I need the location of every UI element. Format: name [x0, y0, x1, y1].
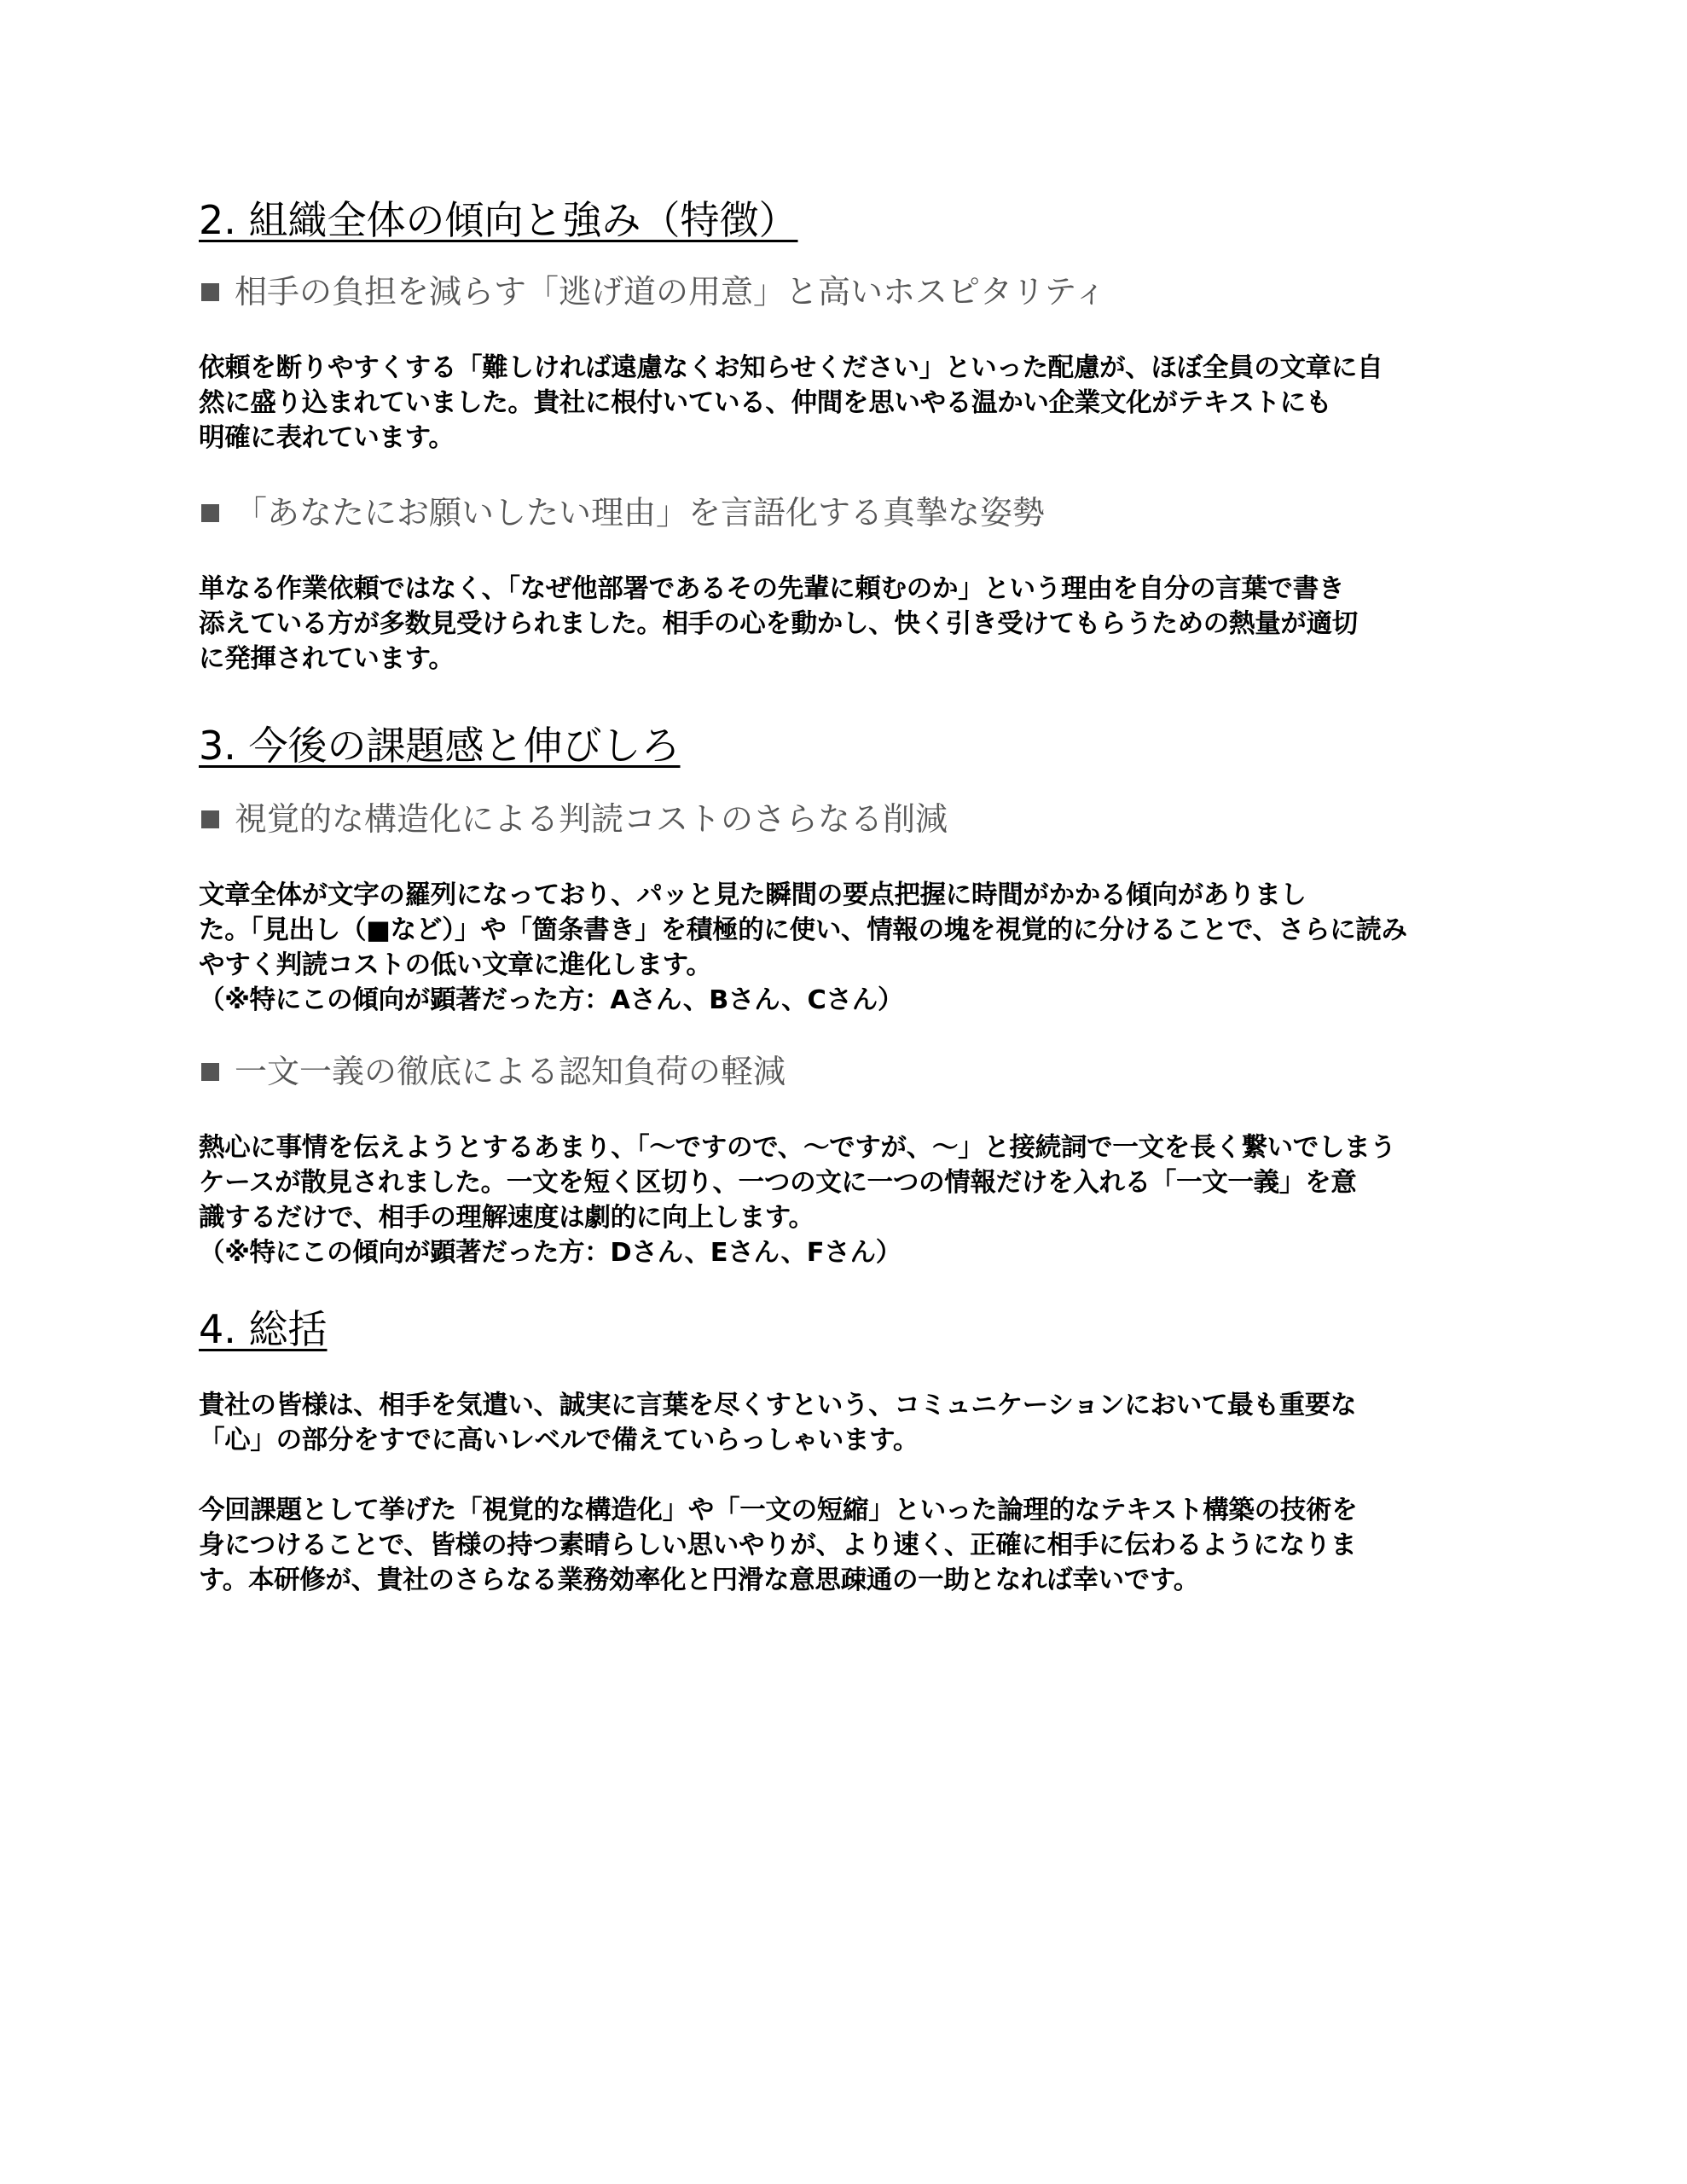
- paragraph: [199, 1388, 1495, 1458]
- paragraph-line: （※特にこの傾向が顕著だった方：Dさん、Eさん、Fさん）: [199, 1238, 901, 1268]
- section-heading: 2. 組織全体の傾向と強み（特徴）: [199, 197, 798, 243]
- section-heading: 4. 総括: [199, 1306, 328, 1352]
- square-bullet-icon: [201, 283, 219, 301]
- paragraph: [199, 1493, 1495, 1598]
- paragraph-line: 貴社の皆様は、相手を気遣い、誠実に言葉を尽くすという、コミュニケーションにおいて最も重要な: [199, 1391, 1357, 1420]
- square-bullet-icon: [201, 504, 219, 522]
- paragraph-line: 熱心に事情を伝えようとするあまり、「～ですので、～ですが、～」と接続詞で一文を長く繋いでしまう: [199, 1133, 1396, 1163]
- paragraph-line: ケースが散見されました。一文を短く区切り、一つの文に一つの情報だけを入れる「一文一義」を意: [199, 1168, 1357, 1198]
- paragraph-line: た。「見出し（■など）」や「箇条書き」を積極的に使い、情報の塊を視覚的に分けることで、さらに読み: [199, 915, 1407, 945]
- paragraph: [199, 351, 1495, 456]
- paragraph-line: 今回課題として挙げた「視覚的な構造化」や「一文の短縮」といった論理的なテキスト構築の技術を: [199, 1496, 1358, 1525]
- paragraph-line: 添えている方が多数見受けられました。相手の心を動かし、快く引き受けてもらうための熱量が適切: [199, 609, 1358, 639]
- paragraph: [199, 878, 1495, 1018]
- paragraph-line: 明確に表れています。: [199, 423, 455, 453]
- subsection-title: [199, 796, 1495, 842]
- square-bullet-icon: [201, 1063, 219, 1081]
- section-heading: 3. 今後の課題感と伸びしろ: [199, 723, 681, 769]
- paragraph-line: やすく判読コストの低い文章に進化します。: [199, 950, 712, 980]
- subsection-title: [199, 490, 1495, 536]
- square-bullet-icon: [201, 810, 219, 828]
- subsection-title-text: 相手の負担を減らす「逃げ道の用意」と高いホスピタリティ: [235, 273, 1107, 311]
- subsection-title-text: 一文一義の徹底による認知負荷の軽減: [235, 1053, 786, 1090]
- subsection-title: [199, 1048, 1495, 1095]
- subsection-title-text: 視覚的な構造化による判読コストのさらなる削減: [235, 800, 948, 838]
- paragraph-line: す。本研修が、貴社のさらなる業務効率化と円滑な意思疎通の一助となれば幸いです。: [199, 1565, 1199, 1595]
- paragraph: [199, 1130, 1495, 1270]
- paragraph-line: 身につけることで、皆様の持つ素晴らしい思いやりが、より速く、正確に相手に伝わるようになりま: [199, 1531, 1357, 1560]
- subsection-title-text: 「あなたにお願いしたい理由」を言語化する真摯な姿勢: [235, 494, 1046, 531]
- paragraph-line: （※特にこの傾向が顕著だった方：Aさん、Bさん、Cさん）: [199, 985, 904, 1015]
- paragraph-line: 「心」の部分をすでに高いレベルで備えていらっしゃいます。: [199, 1426, 919, 1455]
- paragraph-line: 文章全体が文字の羅列になっており、パッと見た瞬間の要点把握に時間がかかる傾向がありまし: [199, 880, 1307, 910]
- paragraph-line: 然に盛り込まれていました。貴社に根付いている、仲間を思いやる温かい企業文化がテキストにも: [199, 388, 1332, 418]
- subsection-title: [199, 269, 1495, 315]
- paragraph-line: に発揮されています。: [199, 644, 455, 674]
- paragraph: [199, 572, 1495, 677]
- paragraph-line: 識するだけで、相手の理解速度は劇的に向上します。: [199, 1203, 815, 1233]
- paragraph-line: 単なる作業依頼ではなく、「なぜ他部署であるその先輩に頼むのか」という理由を自分の言葉で書き: [199, 574, 1345, 604]
- paragraph-line: 依頼を断りやすくする「難しければ遠慮なくお知らせください」といった配慮が、ほぼ全員の文章に自: [199, 353, 1383, 383]
- document-page: [199, 192, 1495, 1598]
